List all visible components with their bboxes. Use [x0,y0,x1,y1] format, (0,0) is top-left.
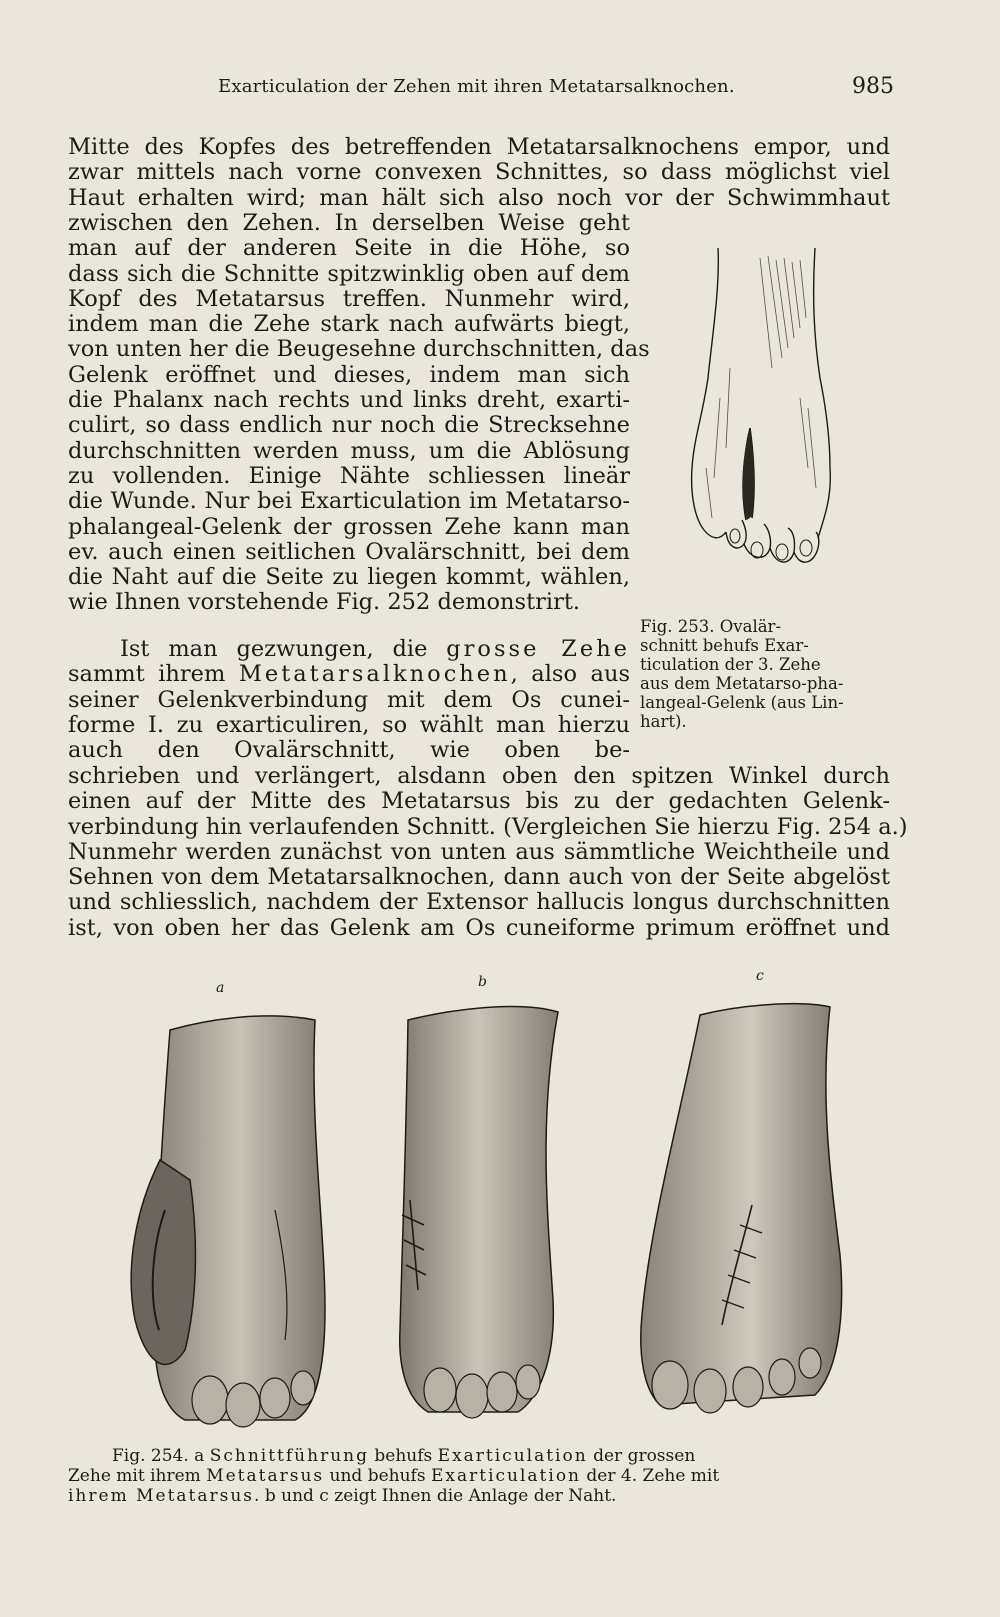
text-line: und schliesslich, nachdem der Extensor hallucis longus durchschnitten [68,889,890,916]
text-line: Kopf des Metatarsus treffen. Nunmehr wird, [68,285,630,312]
text-line: seiner Gelenkverbindung mit dem Os cunei- [68,686,630,713]
text-line: zu vollenden. Einige Nähte schliessen lineär [68,462,630,489]
caption-line: Fig. 254. a Schnittführung behufs Exarticulation der grossen [112,1446,696,1466]
spaced-emphasis: Metatarsalknochen [238,661,511,688]
paragraph-1-full [68,135,890,211]
text-line: durchschnitten werden muss, um die Ablösung [68,437,630,464]
text-line: zwar mittels nach vorne convexen Schnittes, so dass möglichst viel [68,159,890,186]
text-line: einen auf der Mitte des Metatarsus bis zu der gedachten Gelenk- [68,788,890,815]
text-line: die Phalanx nach rechts und links dreht, exarti- [68,387,630,414]
text-line: von unten her die Beugesehne durchschnitten, das [68,336,650,363]
paragraph-2-narrow [68,637,630,763]
caption-line: langeal-Gelenk (aus Lin- [640,693,844,712]
text-line: indem man die Zehe stark nach aufwärts biegt, [68,311,630,338]
fig253-caption [640,617,890,731]
paragraph-2-full [68,763,908,941]
text-line: wie Ihnen vorstehende Fig. 252 demonstrirt. [68,589,581,615]
caption-line: ihrem Metatarsus. b und c zeigt Ihnen die Anlage der Naht. [68,1486,617,1506]
caption-line: Zehe mit ihrem Metatarsus und behufs Exarticulation der 4. Zehe mit [68,1466,720,1486]
text-line: Ist man gezwungen, die grosse Zehe [120,636,630,662]
text-line: auch den Ovalärschnitt, wie oben be- [68,737,630,764]
text-line: phalangeal-Gelenk der grossen Zehe kann man [68,513,630,540]
text-line: Gelenk eröffnet und dieses, indem man sich [68,361,630,388]
paragraph-1-narrow [68,210,650,591]
text-line: zwischen den Zehen. In derselben Weise geht [68,210,630,236]
caption-line: schnitt behufs Exar- [640,636,809,655]
text-line: ist, von oben her das Gelenk am Os cuneiforme primum eröffnet und [68,914,890,941]
text-line: verbindung hin verlaufenden Schnitt. (Vergleichen Sie hierzu Fig. 254 a.) [68,813,908,840]
text-line: ev. auch einen seitlichen Ovalärschnitt, bei dem [68,538,630,565]
text-line: Mitte des Kopfes des betreffenden Metatarsalknochens empor, und [68,134,890,160]
running-title: Exarticulation der Zehen mit ihren Metatarsalknochen. [218,76,735,97]
fig254c-foot-illustration [630,995,870,1415]
text-line: Sehnen von dem Metatarsalknochen, dann auch von der Seite abgelöst [68,864,890,891]
text-line: man auf der anderen Seite in die Höhe, so [68,235,630,262]
text-line: die Wunde. Nur bei Exarticulation im Metatarso- [68,488,630,515]
text-line: dass sich die Schnitte spitzwinklig oben auf dem [68,260,630,287]
text-line: die Naht auf die Seite zu liegen kommt, wählen, [68,564,630,591]
caption-line: ticulation der 3. Zehe [640,655,821,674]
paragraph-1-last-line [68,590,588,615]
fig254-label-a: a [216,980,225,996]
text-line: culirt, so dass endlich nur noch die Strecksehne [68,412,630,439]
page-number: 985 [852,74,894,99]
fig254-label-c: c [756,968,764,984]
caption-line: hart). [640,712,687,731]
text-line: Haut erhalten wird; man hält sich also noch vor der Schwimmhaut [68,184,890,211]
text-line: schrieben und verlängert, alsdann oben den spitzen Winkel durch [68,763,890,789]
fig254a-foot-illustration [115,1010,355,1430]
fig254-label-b: b [478,974,487,990]
caption-line: Fig. 253. Ovalär- [640,617,782,636]
spaced-emphasis: grosse Zehe [446,636,630,662]
fig254b-foot-illustration [388,1000,598,1420]
fig253-foot-illustration [690,248,880,598]
caption-line: aus dem Metatarso-pha- [640,674,844,693]
fig254-caption [68,1446,890,1506]
text-line: sammt ihrem Metatarsalknochen, also aus [68,661,630,688]
text-line: forme I. zu exarticuliren, so wählt man hierzu [68,711,630,738]
text-line: Nunmehr werden zunächst von unten aus sämmtliche Weichtheile und [68,838,890,865]
